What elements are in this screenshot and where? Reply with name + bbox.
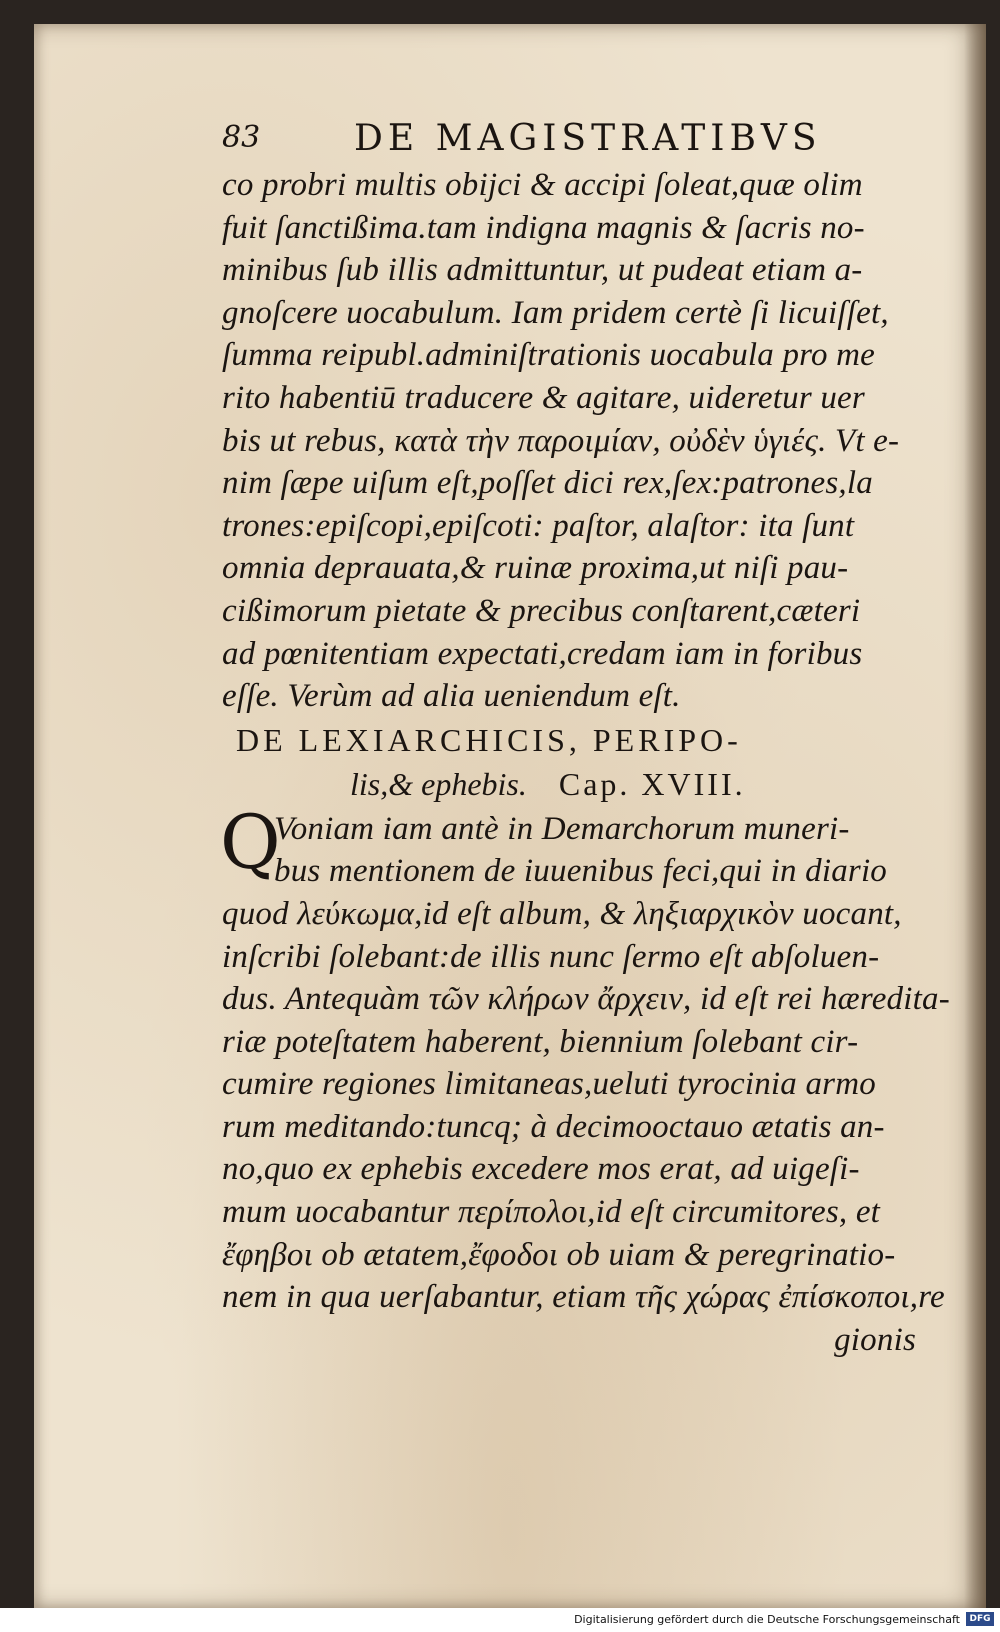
text-line: bus mentionem de iuuenibus feci,qui in diario bbox=[274, 853, 888, 890]
text-line: nim ſæpe uiſum eſt,poſſet dici rex,ſex:patrones,la bbox=[222, 465, 873, 502]
text-line: inſcribi ſolebant:de illis nunc ſermo eſt abſoluen- bbox=[222, 938, 880, 975]
running-head: DE MAGISTRATIBVS bbox=[354, 118, 822, 159]
text-line: bis ut rebus, κατὰ τὴν παροιμίαν, οὐδὲν ὑγιές. Vt e- bbox=[222, 422, 900, 459]
chapter-title: DE LEXIARCHICIS, PERIPO- bbox=[236, 721, 742, 758]
chapter-subtitle bbox=[186, 762, 926, 808]
text-line: riæ poteſtatem haberent, biennium ſolebant cir- bbox=[222, 1023, 859, 1060]
folio-number: 83 bbox=[222, 120, 261, 155]
text-line: gnoſcere uocabulum. Iam pridem certè ſi licuiſſet, bbox=[222, 294, 889, 331]
paragraph-after bbox=[186, 799, 950, 1362]
chapter-number: Cap. XVIII. bbox=[558, 765, 746, 802]
text-line: mum uocabantur περίπολοι,id eſt circumitores, et bbox=[222, 1194, 881, 1231]
text-line: dus. Antequàm τῶν κλήρων ἄρχειν, id eſt rei hæredita- bbox=[222, 981, 950, 1018]
text-line: Voniam iam antè in Demarchorum muneri- bbox=[274, 810, 850, 847]
text-line: co probri multis obijci & accipi ſoleat,quæ olim bbox=[222, 167, 863, 203]
page-text-block bbox=[186, 118, 950, 1361]
chapter-subtitle-text: lis,& ephebis. bbox=[350, 765, 527, 802]
text-line: fuit ſanctißima.tam indigna magnis & ſacris no- bbox=[222, 209, 865, 246]
catchword: gionis bbox=[834, 1321, 916, 1358]
text-line: quod λεύκωμα,id eſt album, & ληξιαρχικὸν uocant, bbox=[222, 895, 902, 932]
text-line: eſſe. Verùm ad alia ueniendum eſt. bbox=[222, 678, 681, 715]
text-line: trones:epiſcopi,epiſcoti: paſtor, alaſtor: ita ſunt bbox=[222, 507, 855, 544]
text-line: cißimorum pietate & precibus conſtarent,cæteri bbox=[222, 592, 861, 629]
text-line: minibus ſub illis admittuntur, ut pudeat etiam a- bbox=[222, 252, 863, 289]
text-line: no,quo ex ephebis excedere mos erat, ad uigeſi- bbox=[222, 1151, 860, 1188]
text-line: rum meditando:tuncq; à decimooctauo ætatis an- bbox=[222, 1108, 885, 1145]
page-header bbox=[186, 118, 926, 158]
text-line: omnia deprauata,& ruinæ proxima,ut niſi pau- bbox=[222, 550, 849, 587]
page-edge-shadow bbox=[964, 24, 986, 1608]
text-line: rito habentiū traducere & agitare, uideretur uer bbox=[222, 379, 865, 416]
drop-initial: Q bbox=[220, 799, 281, 886]
text-line: cumire regiones limitaneas,ueluti tyrocinia armo bbox=[222, 1066, 876, 1103]
text-line: ſumma reipubl.adminiſtrationis uocabula pro me bbox=[222, 337, 875, 374]
dfg-logo-icon: DFG bbox=[966, 1612, 994, 1626]
text-line: ad pœnitentiam expectati,credam iam in foribus bbox=[222, 635, 863, 672]
footer-credit: Digitalisierung gefördert durch die Deutsche Forschungsgemeinschaft bbox=[574, 1613, 960, 1626]
footer-bar bbox=[0, 1608, 1000, 1632]
paragraph-before bbox=[186, 164, 926, 718]
text-line: nem in qua uerſabantur, etiam τῆς χώρας ἐπίσκοποι,re bbox=[222, 1279, 945, 1316]
text-line: ἔφηβοι ob ætatem,ἔφοδοι ob uiam & peregrinatio- bbox=[222, 1236, 896, 1273]
